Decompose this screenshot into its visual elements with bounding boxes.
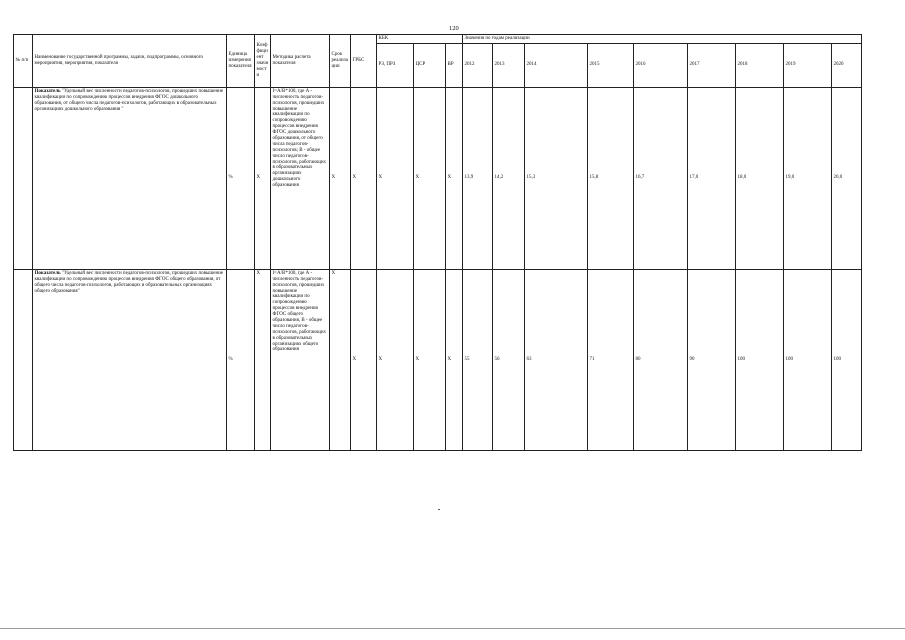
header-kbk-csr: ЦСР [414, 43, 446, 87]
row-grbs: X [351, 87, 377, 269]
header-year: 2013 [493, 43, 525, 87]
program-indicators-table [13, 34, 862, 451]
row-method: I=A/B*100, где А - численность педагогов-психологов, прошедших повышение квалификации по сопровождению процессов внедрения ФГОС общего образования, В - общее число педагогов-психологов, работающих в образовательных организациях общего образования [271, 269, 330, 450]
row-rz: X [377, 87, 414, 269]
header-grbs: ГРБС [351, 35, 377, 88]
row-value: 19,0 [784, 87, 832, 269]
header-year: 2018 [736, 43, 784, 87]
row-csr: X [414, 87, 446, 269]
header-year: 2016 [634, 43, 688, 87]
row-value: 80 [634, 269, 688, 450]
row-unit: % [227, 269, 255, 450]
scan-edge-line [0, 628, 905, 629]
row-method: I=A/B*100, где А - численность педагогов-психологов, прошедших повышение квалификации по сопровождению процессов внедрения ФГОС дошкольного образования, от общего числа педагогов-психологов; В - общее число педагогов-психологов, работающих в образовательных организациях дошкольного образования [271, 87, 330, 269]
row-num [14, 87, 33, 269]
row-value: 16,7 [634, 87, 688, 269]
header-kbk-rz: РЗ, ПРЗ [377, 43, 414, 87]
header-term: Срок реализации [330, 35, 351, 88]
header-year: 2017 [688, 43, 736, 87]
scan-mark [438, 509, 440, 510]
row-name-text: "Удельный вес численности педагогов-психологов, прошедших повышение квалификации по сопровождению процессов внедрения ФГОС общего образования, от общего числа педагогов-психологов, работающих в образовательных организациях общего образования" [34, 270, 224, 294]
row-value: 90 [688, 269, 736, 450]
row-rz: X [377, 269, 414, 450]
row-name-label: Показатель [34, 88, 61, 94]
row-term: X [330, 269, 351, 450]
row-value: 17,0 [688, 87, 736, 269]
row-term: X [330, 87, 351, 269]
row-unit: % [227, 87, 255, 269]
row-value: 100 [784, 269, 832, 450]
row-value: 71 [588, 269, 634, 450]
row-value: 20,0 [832, 87, 862, 269]
header-kbk: КБК [377, 35, 463, 44]
row-name [33, 269, 227, 450]
row-num [14, 269, 33, 450]
header-coef: Коэффициент значимости [255, 35, 271, 88]
header-year: 2012 [463, 43, 493, 87]
table-row [14, 269, 862, 450]
row-value: 100 [832, 269, 862, 450]
row-coef: X [255, 87, 271, 269]
page-number: 120 [449, 25, 459, 32]
row-value: 15,8 [588, 87, 634, 269]
row-vr: X [446, 269, 463, 450]
row-coef: X [255, 269, 271, 450]
header-method: Методика расчета показателя [271, 35, 330, 88]
row-name-label: Показатель [34, 270, 61, 276]
row-value: 18,0 [736, 87, 784, 269]
row-value: 55 [463, 269, 493, 450]
header-num: № п/п [14, 35, 33, 88]
row-grbs: X [351, 269, 377, 450]
header-name: Наименование государственной программы, задачи, подпрограммы, основного мероприятия, мероприятия, показателя [33, 35, 227, 88]
header-year: 2020 [832, 43, 862, 87]
header-unit: Единица измерения показателя [227, 35, 255, 88]
header-years-title: Значения по годам реализации [463, 35, 862, 44]
header-year: 2014 [525, 43, 588, 87]
row-value: 15,3 [525, 87, 588, 269]
row-name [33, 87, 227, 269]
row-value: 100 [736, 269, 784, 450]
row-name-text: "Удельный вес численности педагогов-психологов, прошедших повышение квалификации по сопровождению процессов внедрения ФГОС дошкольного образования, от общего числа педагогов-психологов, работающих в образовательных организациях дошкольного образования " [34, 88, 224, 112]
header-year: 2015 [588, 43, 634, 87]
row-vr: X [446, 87, 463, 269]
row-value: 63 [525, 269, 588, 450]
row-value: 14,2 [493, 87, 525, 269]
table-row [14, 87, 862, 269]
header-kbk-vr: ВР [446, 43, 463, 87]
row-value: 13,9 [463, 87, 493, 269]
row-value: 56 [493, 269, 525, 450]
header-year: 2019 [784, 43, 832, 87]
row-csr: X [414, 269, 446, 450]
